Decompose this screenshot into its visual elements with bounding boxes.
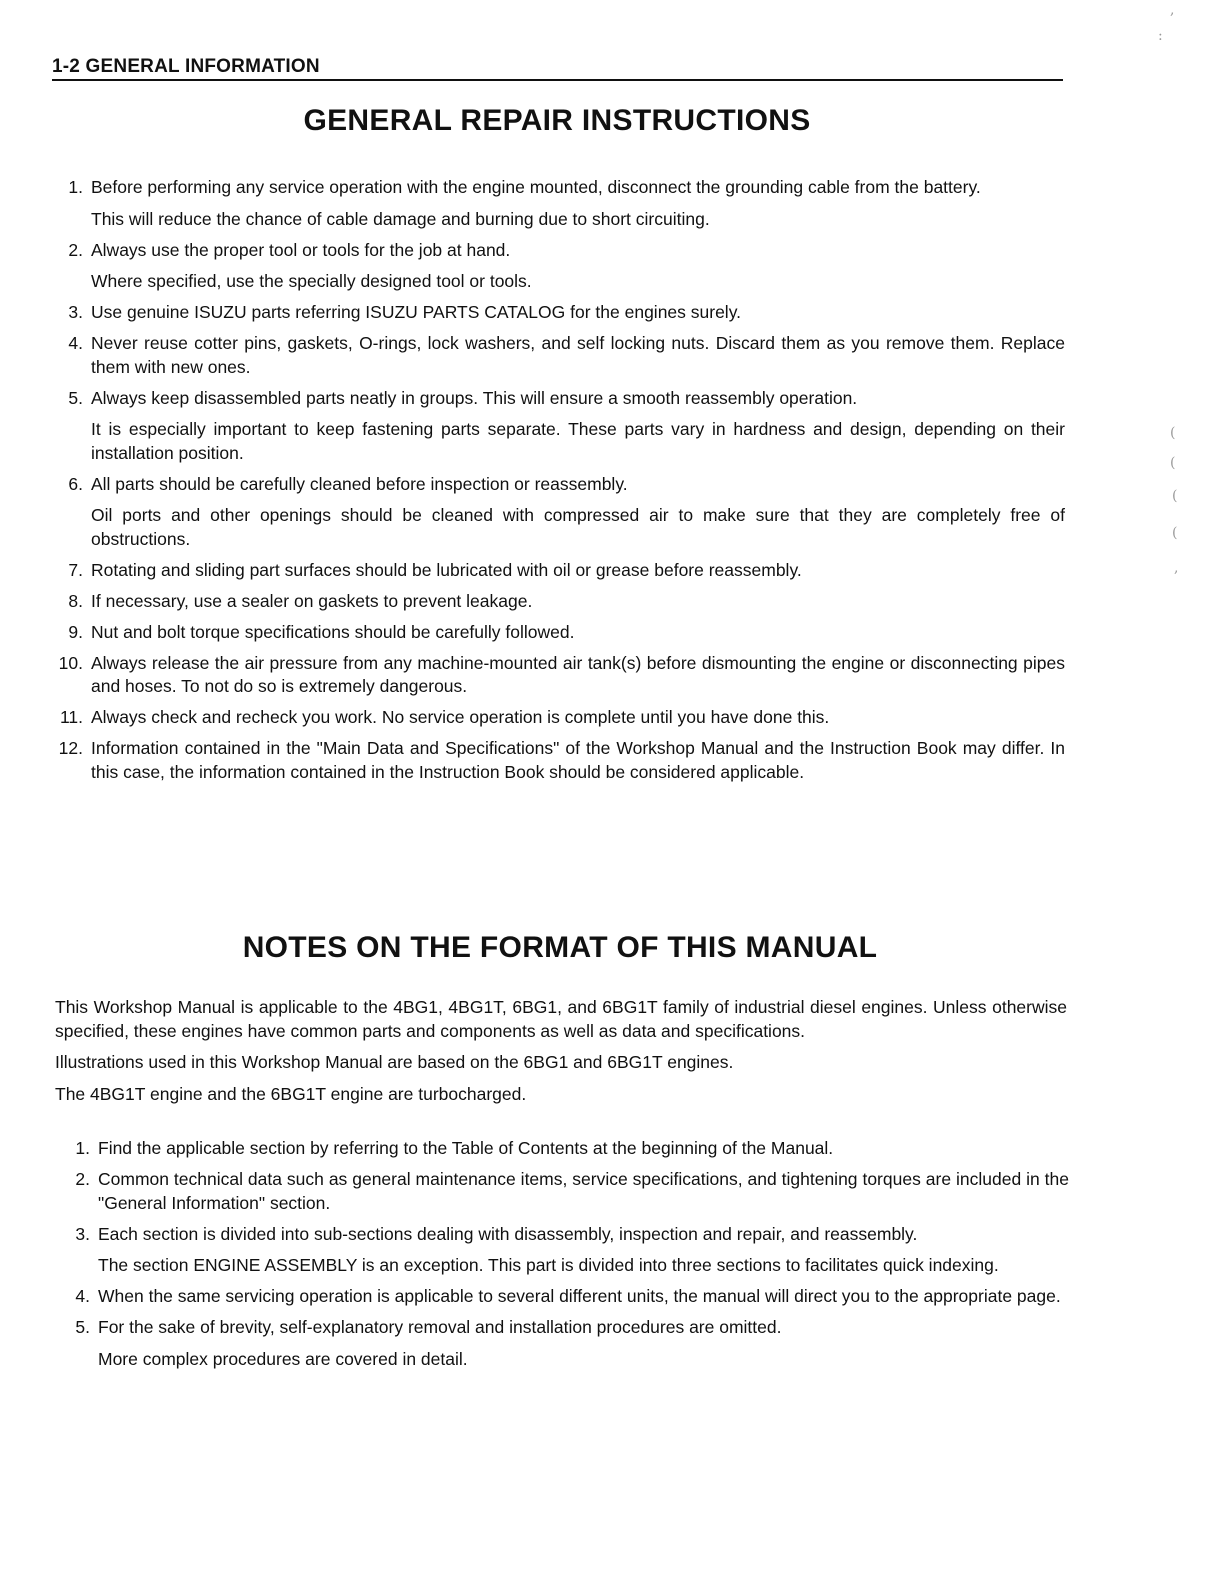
list-item	[55, 1168, 1069, 1215]
scan-artifact: ,	[1170, 2, 1175, 18]
item-number: 4.	[68, 333, 83, 353]
item-note: The section ENGINE ASSEMBLY is an exception. This part is divided into three sections to facilitates quick indexing.	[98, 1255, 999, 1275]
item-number: 1.	[75, 1138, 90, 1158]
item-number: 3.	[68, 302, 83, 322]
item-number: 2.	[75, 1169, 90, 1189]
intro-paragraph: This Workshop Manual is applicable to the 4BG1, 4BG1T, 6BG1, and 6BG1T family of industrial diesel engines. Unless otherwise specified, these engines have common parts and components as well as data and specifications.	[55, 997, 1067, 1041]
section-label: 1-2 GENERAL INFORMATION	[52, 56, 320, 77]
item-text: Never reuse cotter pins, gaskets, O-rings, lock washers, and self locking nuts. Discard them as you remove them. Replace them with new ones.	[91, 333, 1065, 377]
scan-artifact: (	[1172, 488, 1178, 504]
list-item	[55, 1316, 1069, 1371]
item-number: 6.	[68, 473, 83, 494]
item-text: Common technical data such as general maintenance items, service specifications, and tightening torques are included in the "General Information" section.	[98, 1169, 1069, 1213]
item-text: Nut and bolt torque specifications should be carefully followed.	[91, 621, 575, 642]
list-item	[55, 1223, 1069, 1278]
list-item	[55, 559, 1065, 583]
list-item	[55, 621, 1065, 645]
item-text: Information contained in the "Main Data and Specifications" of the Workshop Manual and the Instruction Book may differ. In this case, the information contained in the Instruction Book should be considered applicable.	[91, 738, 1065, 782]
item-text: Before performing any service operation with the engine mounted, disconnect the grounding cable from the battery.	[91, 177, 981, 197]
item-number: 2.	[68, 239, 83, 260]
item-text: All parts should be carefully cleaned before inspection or reassembly.	[91, 473, 628, 494]
scan-artifact: (	[1170, 425, 1176, 441]
item-note: Where specified, use the specially designed tool or tools.	[91, 271, 532, 291]
format-notes-title: NOTES ON THE FORMAT OF THIS MANUAL	[242, 931, 878, 964]
scan-artifact: ,	[1174, 560, 1179, 576]
scan-artifact: :	[1158, 28, 1163, 44]
list-item	[55, 737, 1065, 784]
intro-paragraph: Illustrations used in this Workshop Manual are based on the 6BG1 and 6BG1T engines.	[55, 1052, 734, 1072]
list-item	[55, 239, 1065, 294]
list-item	[55, 652, 1065, 699]
item-number: 8.	[68, 590, 83, 611]
item-note: More complex procedures are covered in detail.	[98, 1348, 468, 1369]
format-intro-paragraphs	[55, 996, 1067, 1114]
scan-artifact: (	[1172, 525, 1178, 541]
item-text: When the same servicing operation is applicable to several different units, the manual will direct you to the appropriate page.	[98, 1286, 1061, 1306]
list-item	[55, 1137, 1069, 1161]
item-text: Find the applicable section by referring to the Table of Contents at the beginning of the Manual.	[98, 1138, 834, 1158]
item-number: 12.	[58, 738, 83, 758]
item-number: 10.	[58, 652, 83, 673]
repair-instructions-list	[55, 176, 1065, 792]
item-text: For the sake of brevity, self-explanatory removal and installation procedures are omitted.	[98, 1317, 782, 1337]
item-number: 4.	[75, 1286, 90, 1306]
item-text: Always check and recheck you work. No service operation is complete until you have done this.	[91, 707, 830, 727]
intro-paragraph: The 4BG1T engine and the 6BG1T engine are turbocharged.	[55, 1083, 527, 1104]
list-item	[55, 387, 1065, 466]
item-number: 5.	[75, 1317, 90, 1337]
format-notes-list	[55, 1137, 1069, 1379]
list-item	[55, 332, 1065, 379]
list-item	[55, 590, 1065, 614]
scan-artifact: (	[1170, 455, 1176, 471]
item-text: Rotating and sliding part surfaces should be lubricated with oil or grease before reassembly.	[91, 559, 802, 580]
item-note: It is especially important to keep fastening parts separate. These parts vary in hardness and design, depending on their installation position.	[91, 419, 1065, 463]
item-number: 11.	[59, 707, 83, 727]
item-number: 9.	[68, 621, 83, 642]
repair-instructions-title: GENERAL REPAIR INSTRUCTIONS	[303, 104, 811, 137]
item-text: Each section is divided into sub-sections dealing with disassembly, inspection and repair, and reassembly.	[98, 1223, 918, 1244]
item-text: Always release the air pressure from any machine-mounted air tank(s) before dismounting the engine or disconnecting pipes and hoses. To not do so is extremely dangerous.	[91, 652, 1065, 696]
item-note: This will reduce the chance of cable damage and burning due to short circuiting.	[91, 208, 710, 229]
list-item	[55, 473, 1065, 552]
item-text: If necessary, use a sealer on gaskets to prevent leakage.	[91, 590, 533, 611]
item-text: Use genuine ISUZU parts referring ISUZU PARTS CATALOG for the engines surely.	[91, 302, 742, 322]
list-item	[55, 1285, 1069, 1309]
list-item	[55, 706, 1065, 730]
item-note: Oil ports and other openings should be cleaned with compressed air to make sure that they are completely free of obstructions.	[91, 505, 1065, 549]
page-header	[52, 56, 1063, 81]
list-item	[55, 301, 1065, 325]
item-number: 5.	[68, 387, 83, 408]
list-item	[55, 176, 1065, 231]
item-number: 7.	[68, 559, 83, 580]
item-number: 1.	[68, 177, 83, 197]
item-text: Always use the proper tool or tools for the job at hand.	[91, 239, 511, 260]
item-text: Always keep disassembled parts neatly in groups. This will ensure a smooth reassembly operation.	[91, 387, 858, 408]
item-number: 3.	[75, 1223, 90, 1244]
